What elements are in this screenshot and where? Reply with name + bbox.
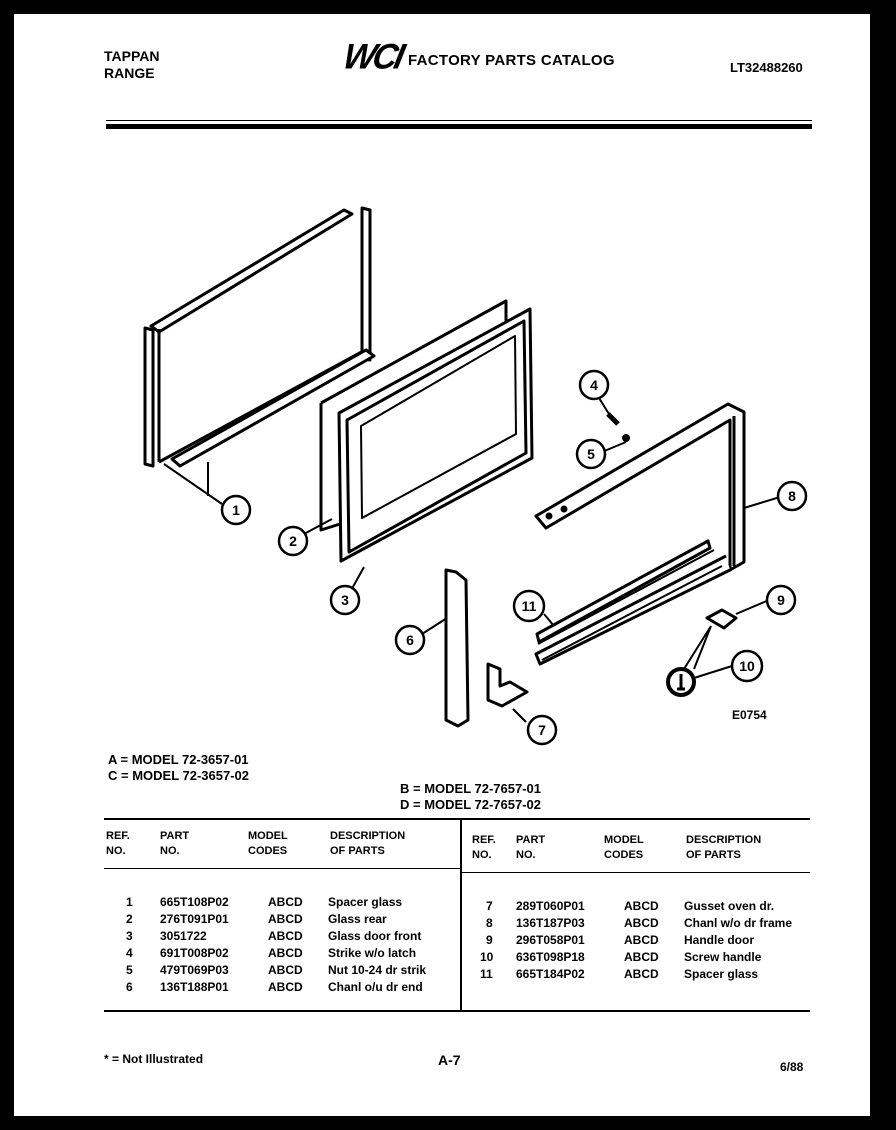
- page-number: A-7: [438, 1052, 461, 1068]
- header-ref-left: REF. NO.: [106, 830, 130, 857]
- callout-3: 3: [341, 592, 349, 608]
- callout-4: 4: [590, 377, 598, 393]
- header-model-right: MODEL CODES: [604, 834, 644, 861]
- parts-list-right: [472, 898, 812, 983]
- parts-list-left: [106, 894, 456, 996]
- callout-9: 9: [777, 592, 785, 608]
- header-rule-thin: [106, 120, 812, 121]
- part-4-strike: [608, 414, 618, 424]
- exploded-parts-diagram: [134, 190, 814, 750]
- table-row: 9 296T058P01 ABCD Handle door: [486, 933, 755, 947]
- header-rule-right: [462, 872, 810, 873]
- brand-line-1: TAPPAN: [104, 48, 160, 64]
- footnote: * = Not Illustrated: [104, 1052, 204, 1066]
- catalog-title: FACTORY PARTS CATALOG: [408, 52, 615, 69]
- header-desc-left: DESCRIPTION OF PARTS: [330, 830, 406, 857]
- part-9-handle-door: [707, 610, 736, 628]
- callout-2: 2: [289, 533, 297, 549]
- table-bottom-rule: [104, 1010, 810, 1012]
- brand-line-2: RANGE: [104, 65, 155, 81]
- header-rule: [106, 124, 812, 129]
- header-part-right: PART NO.: [516, 834, 546, 861]
- header-part-left: PART NO.: [160, 830, 190, 857]
- table-top-rule: [104, 818, 810, 820]
- callout-10: 10: [739, 658, 755, 674]
- table-row: 1 665T108P02 ABCD Spacer glass: [126, 895, 403, 909]
- table-row: 6 136T188P01 ABCD Chanl o/u dr end: [126, 980, 423, 994]
- header-desc-right: DESCRIPTION OF PARTS: [686, 834, 762, 861]
- header-ref-right: REF. NO.: [472, 834, 496, 861]
- model-b: B = MODEL 72-7657-01: [400, 781, 542, 796]
- diagram-code: E0754: [732, 708, 767, 722]
- catalog-page: [14, 14, 870, 1116]
- callout-8: 8: [788, 488, 796, 504]
- table-row: 2 276T091P01 ABCD Glass rear: [126, 912, 387, 926]
- callout-5: 5: [587, 446, 595, 462]
- table-row: 11 665T184P02 ABCD Spacer glass: [480, 967, 759, 981]
- table-row: 3 3051722 ABCD Glass door front: [126, 929, 422, 943]
- table-row: 10 636T098P18 ABCD Screw handle: [480, 950, 762, 964]
- brand-label: [104, 48, 159, 82]
- wci-logo: WCI: [339, 37, 406, 77]
- model-a: A = MODEL 72-3657-01: [108, 752, 249, 767]
- part-5-nut: [622, 434, 630, 442]
- table-divider: [460, 819, 462, 1011]
- table-row: 4 691T008P02 ABCD Strike w/o latch: [126, 946, 417, 960]
- model-legend-left: [108, 752, 249, 784]
- header-rule-left: [104, 868, 460, 869]
- model-c: C = MODEL 72-3657-02: [108, 768, 250, 783]
- callout-7: 7: [538, 722, 546, 738]
- table-row: 7 289T060P01 ABCD Gusset oven dr.: [486, 899, 775, 913]
- model-d: D = MODEL 72-7657-02: [400, 797, 542, 812]
- table-row: 5 479T069P03 ABCD Nut 10-24 dr strik: [126, 963, 427, 977]
- callout-11: 11: [521, 598, 537, 614]
- model-legend-right: [400, 781, 541, 813]
- part-7-gusset: [488, 664, 527, 706]
- callout-1: 1: [232, 502, 240, 518]
- revision-date: 6/88: [780, 1060, 804, 1074]
- header-model-left: MODEL CODES: [248, 830, 288, 857]
- part-6-channel-end: [446, 570, 468, 726]
- table-row: 8 136T187P03 ABCD Chanl w/o dr frame: [486, 916, 793, 930]
- document-id: LT32488260: [730, 60, 803, 75]
- callout-6: 6: [406, 632, 414, 648]
